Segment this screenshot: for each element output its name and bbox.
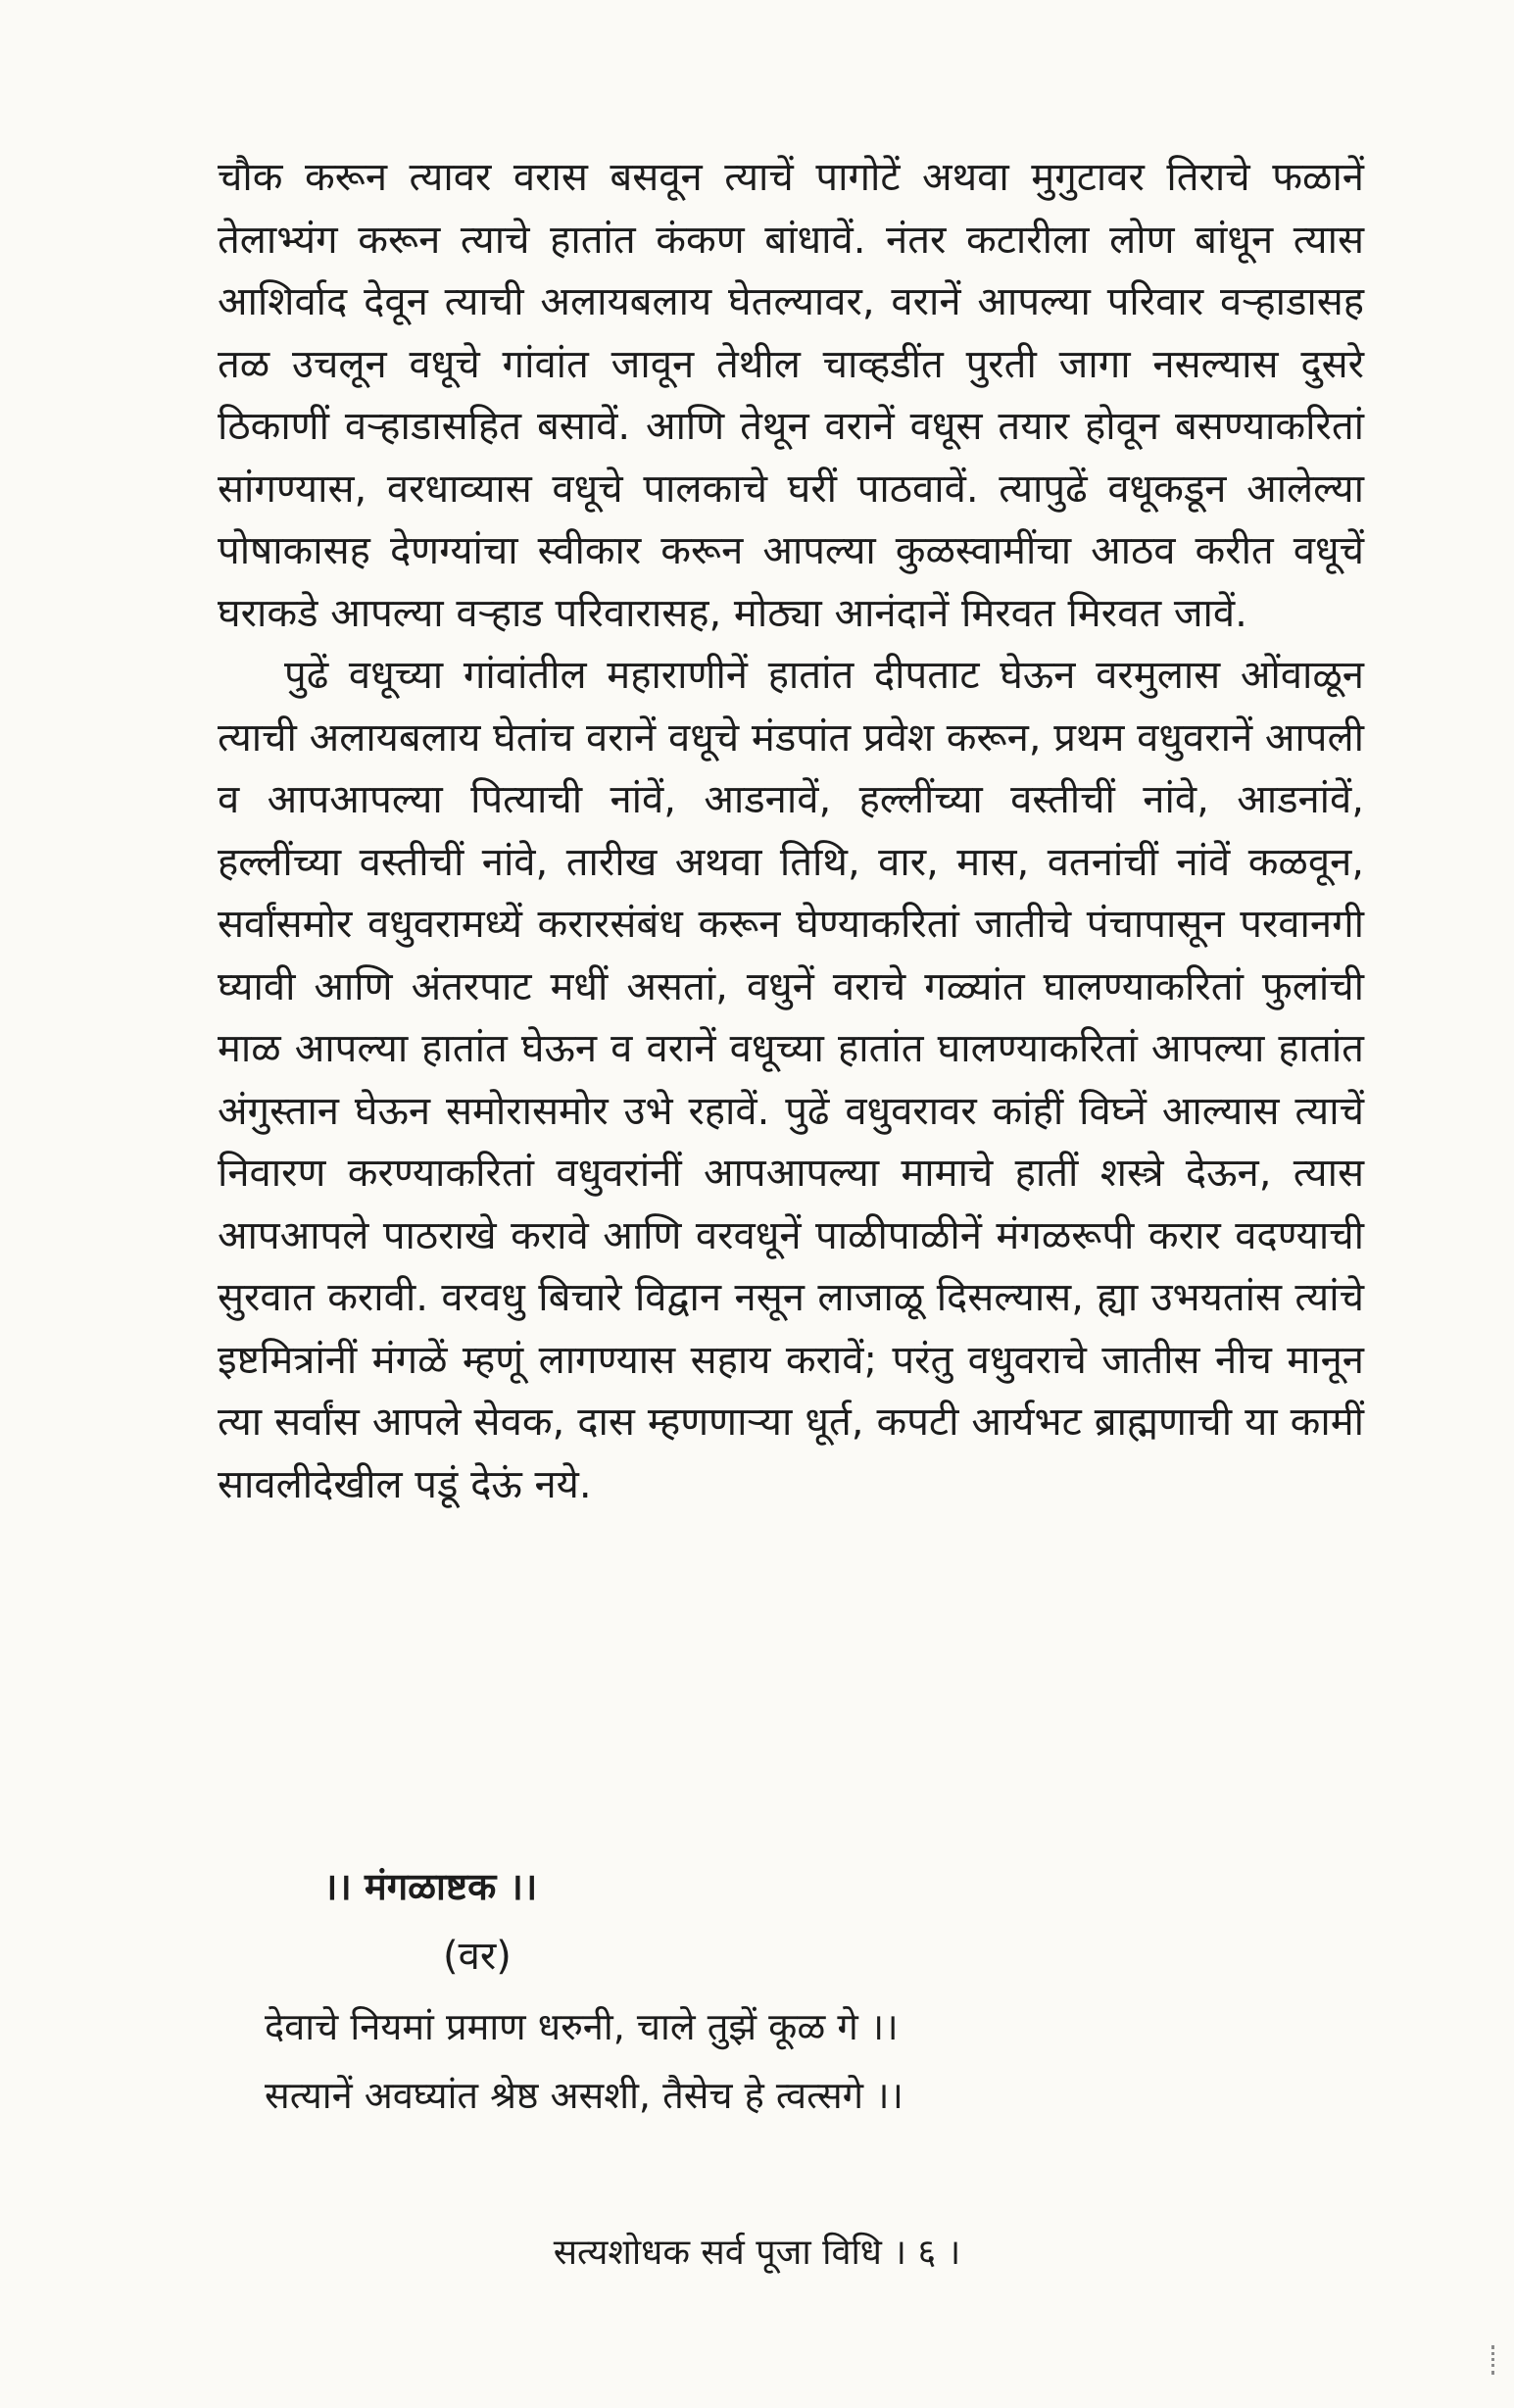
section-title: ।। मंगळाष्टक ।। [323, 1865, 538, 1908]
verse-line-2: सत्यानें अवघ्यांत श्रेष्ठ असशी, तैसेच हे त्वत्सगे ।। [265, 2074, 904, 2117]
section-subtitle: (वर) [443, 1934, 512, 1979]
body-text [218, 147, 1364, 1516]
page-footer: सत्यशोधक सर्व पूजा विधि । ६ । [553, 2233, 961, 2273]
paragraph-1: चौक करून त्यावर वरास बसवून त्याचें पागोटें अथवा मुगुटावर तिराचे फळानें तेलाभ्यंग करून त्याचे हातांत कंकण बांधावें. नंतर कटारीला लोण बांधून त्यास आशिर्वाद देवून त्याची अलायबलाय घेतल्यावर, वरानें आपल्या परिवार वऱ्हाडासह तळ उचलून वधूचे गांवांत जावून तेथील चाव्हडींत पुरती जागा नसल्यास दुसरे ठिकाणीं वऱ्हाडासहित बसावें. आणि तेथून वरानें वधूस तयार होवून बसण्याकरितां सांगण्यास, वरधाव्यास वधूचे पालकाचे घरीं पाठवावें. त्यापुढें वधूकडून आलेल्या पोषाकासह देणग्यांचा स्वीकार करून आपल्या कुळस्वामींचा आठव करीत वधूचें घराकडे आपल्या वऱ्हाड परिवारासह, मोठ्या आनंदानें मिरवत मिरवत जावें. [218, 155, 1364, 636]
verse-line-1: देवाचे नियमां प्रमाण धरुनी, चाले तुझें कूळ गे ।। [265, 2005, 899, 2048]
paragraph-2: पुढें वधूच्या गांवांतील महाराणीनें हातांत दीपताट घेऊन वरमुलास ओंवाळून त्याची अलायबलाय घेतांच वरानें वधूचे मंडपांत प्रवेश करून, प्रथम वधुवरानें आपली व आपआपल्या पित्याची नांवें, आडनावें, हल्लींच्या वस्तीचीं नांवे, आडनांवें, हल्लींच्या वस्तीचीं नांवे, तारीख अथवा तिथि, वार, मास, वतनांचीं नांवें कळवून, सर्वांसमोर वधुवरामध्यें करारसंबंध करून घेण्याकरितां जातीचे पंचापासून परवानगी घ्यावी आणि अंतरपाट मधीं असतां, वधुनें वराचे गळ्यांत घालण्याकरितां फुलांची माळ आपल्या हातांत घेऊन व वरानें वधूच्या हातांत घालण्याकरितां आपल्या हातांत अंगुस्तान घेऊन समोरासमोर उभे रहावें. पुढें वधुवरावर कांहीं विघ्नें आल्यास त्याचें निवारण करण्याकरितां वधुवरांनीं आपआपल्या मामाचे हातीं शस्त्रे देऊन, त्यास आपआपले पाठराखे करावे आणि वरवधूनें पाळीपाळीनें मंगळरूपी करार वदण्याची सुरवात करावी. वरवधु बिचारे विद्वान नसून लाजाळू दिसल्यास, ह्या उभयतांस त्यांचे इष्टमित्रांनीं मंगळें म्हणूं लागण्यास सहाय करावें; परंतु वधुवराचे जातीस नीच मानून त्या सर्वांस आपले सेवक, दास म्हणणाऱ्या धूर्त, कपटी आर्यभट ब्राह्मणाची या कामीं सावलीदेखील पडूं देऊं नये. [218, 653, 1364, 1507]
page-edge-marks [1491, 2345, 1500, 2375]
